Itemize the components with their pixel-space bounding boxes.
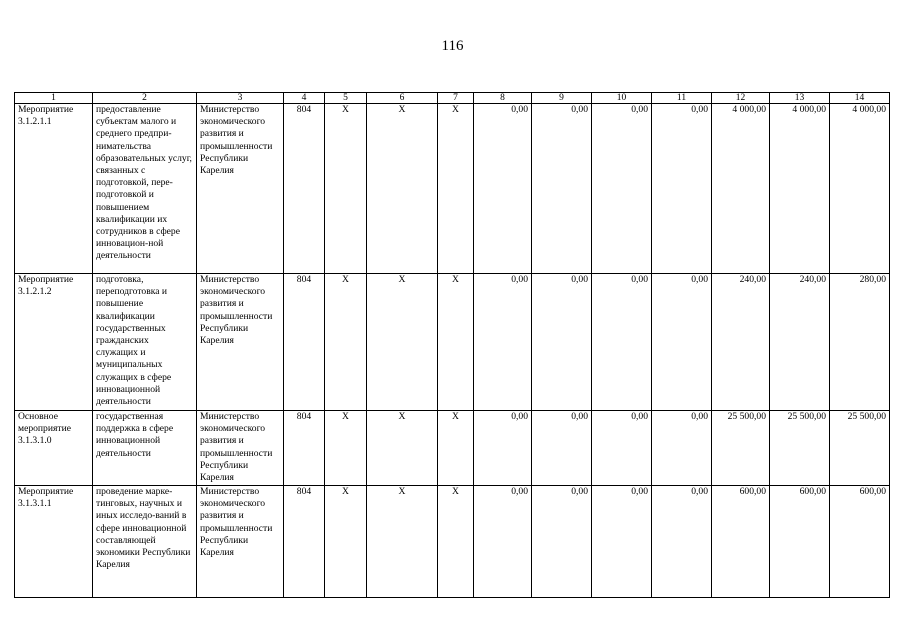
amount-cell: 4 000,00 <box>770 104 830 274</box>
measure-description: проведение марке-тинговых, научных и иных исследо-ваний в сфере инновационной составляющей экономики Республики Карелия <box>93 486 197 598</box>
amount-cell: 25 500,00 <box>770 411 830 486</box>
amount-cell: 25 500,00 <box>712 411 770 486</box>
code-cell: Х <box>438 486 474 598</box>
measure-description: государственная поддержка в сфере инновационной деятельности <box>93 411 197 486</box>
column-header: 1 <box>15 93 93 104</box>
amount-cell: 0,00 <box>592 274 652 411</box>
responsible-executor: Министерство экономического развития и промышленности Республики Карелия <box>197 104 284 274</box>
column-header: 2 <box>93 93 197 104</box>
column-header: 4 <box>284 93 325 104</box>
amount-cell: 0,00 <box>592 411 652 486</box>
table-row <box>15 486 890 598</box>
column-header: 5 <box>325 93 367 104</box>
amount-cell: 4 000,00 <box>712 104 770 274</box>
measure-description: подготовка, переподготовка и повышение квалификации государственных гражданских служащих и муниципальных служащих в сфере инновационной деятельности <box>93 274 197 411</box>
code-cell: Х <box>325 274 367 411</box>
amount-cell: 280,00 <box>830 274 890 411</box>
amount-cell: 0,00 <box>474 104 532 274</box>
column-header: 12 <box>712 93 770 104</box>
amount-cell: 0,00 <box>592 486 652 598</box>
column-header: 7 <box>438 93 474 104</box>
amount-cell: 0,00 <box>474 486 532 598</box>
code-cell: Х <box>325 411 367 486</box>
amount-cell: 0,00 <box>652 411 712 486</box>
amount-cell: 0,00 <box>592 104 652 274</box>
amount-cell: 240,00 <box>770 274 830 411</box>
code-cell: Х <box>367 486 438 598</box>
measure-name: Мероприятие 3.1.3.1.1 <box>15 486 93 598</box>
table-row <box>15 104 890 274</box>
amount-cell: 0,00 <box>532 274 592 411</box>
page-number: 116 <box>441 38 464 54</box>
column-header: 10 <box>592 93 652 104</box>
amount-cell: 0,00 <box>652 486 712 598</box>
header-row <box>15 93 890 104</box>
responsible-executor: Министерство экономического развития и промышленности Республики Карелия <box>197 274 284 411</box>
amount-cell: 0,00 <box>532 486 592 598</box>
code-cell: Х <box>367 274 438 411</box>
code-cell: 804 <box>284 274 325 411</box>
responsible-executor: Министерство экономического развития и промышленности Республики Карелия <box>197 486 284 598</box>
column-header: 13 <box>770 93 830 104</box>
amount-cell: 25 500,00 <box>830 411 890 486</box>
code-cell: Х <box>325 486 367 598</box>
measure-name: Основное мероприятие 3.1.3.1.0 <box>15 411 93 486</box>
amount-cell: 600,00 <box>770 486 830 598</box>
column-header: 8 <box>474 93 532 104</box>
code-cell: 804 <box>284 104 325 274</box>
code-cell: Х <box>367 411 438 486</box>
amount-cell: 0,00 <box>474 411 532 486</box>
table-row <box>15 274 890 411</box>
amount-cell: 240,00 <box>712 274 770 411</box>
code-cell: Х <box>325 104 367 274</box>
amount-cell: 600,00 <box>712 486 770 598</box>
code-cell: Х <box>438 411 474 486</box>
code-cell: 804 <box>284 486 325 598</box>
measure-description: предоставление субъектам малого и среднего предпри-нимательства образовательных услуг, связанных с подготовкой, пере-подготовкой и повышением квалификации их сотрудников в сфере инновацион-ной деятельности <box>93 104 197 274</box>
responsible-executor: Министерство экономического развития и промышленности Республики Карелия <box>197 411 284 486</box>
amount-cell: 0,00 <box>532 104 592 274</box>
amount-cell: 0,00 <box>652 274 712 411</box>
column-header: 6 <box>367 93 438 104</box>
amount-cell: 0,00 <box>474 274 532 411</box>
column-header: 14 <box>830 93 890 104</box>
column-header: 9 <box>532 93 592 104</box>
column-header: 3 <box>197 93 284 104</box>
code-cell: Х <box>438 104 474 274</box>
measure-name: Мероприятие 3.1.2.1.2 <box>15 274 93 411</box>
budget-table <box>14 92 890 598</box>
table-row <box>15 411 890 486</box>
amount-cell: 0,00 <box>532 411 592 486</box>
column-header: 11 <box>652 93 712 104</box>
measure-name: Мероприятие 3.1.2.1.1 <box>15 104 93 274</box>
code-cell: Х <box>367 104 438 274</box>
amount-cell: 4 000,00 <box>830 104 890 274</box>
amount-cell: 0,00 <box>652 104 712 274</box>
code-cell: Х <box>438 274 474 411</box>
amount-cell: 600,00 <box>830 486 890 598</box>
code-cell: 804 <box>284 411 325 486</box>
